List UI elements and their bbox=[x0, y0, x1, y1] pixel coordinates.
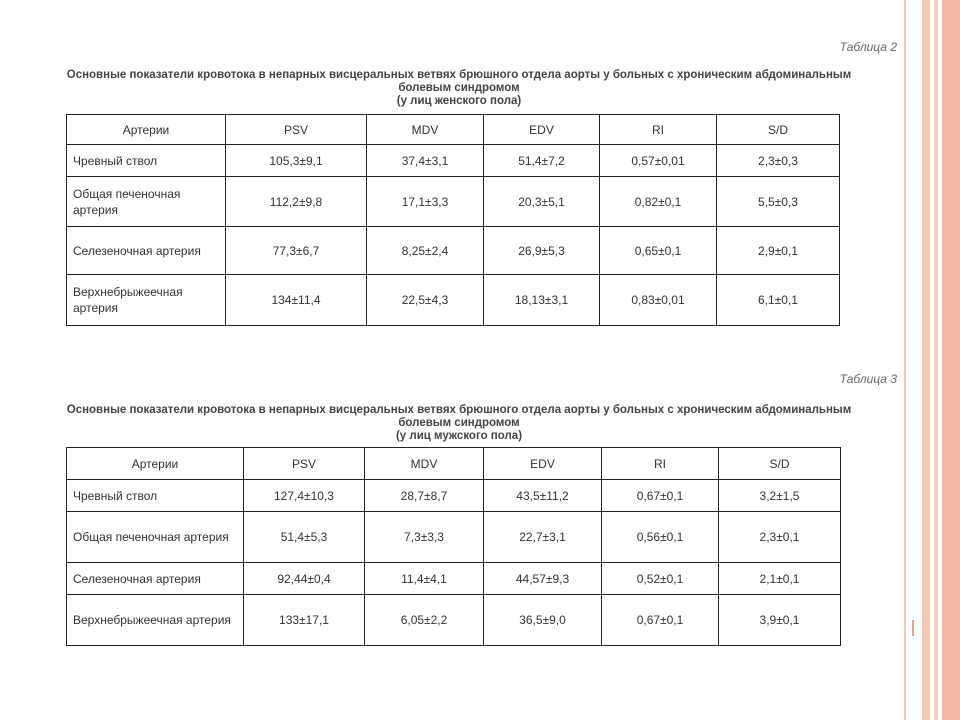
value-cell: 127,4±10,3 bbox=[244, 480, 365, 512]
value-cell: 2,1±0,1 bbox=[719, 563, 841, 595]
value-cell: 6,05±2,2 bbox=[365, 595, 484, 646]
value-cell: 2,9±0,1 bbox=[717, 227, 840, 275]
table-row bbox=[67, 145, 840, 177]
artery-name-cell: Чревный ствол bbox=[67, 480, 244, 512]
value-cell: 0,52±0,1 bbox=[602, 563, 719, 595]
artery-name-cell: Общая печеночная артерия bbox=[67, 177, 226, 227]
column-header: RI bbox=[602, 448, 719, 480]
column-header: EDV bbox=[484, 115, 600, 145]
value-cell: 105,3±9,1 bbox=[226, 145, 367, 177]
value-cell: 18,13±3,1 bbox=[484, 275, 600, 326]
table-row bbox=[67, 177, 840, 227]
table2-title-line: болевым синдромом bbox=[398, 82, 520, 94]
table-row bbox=[67, 227, 840, 275]
table-row bbox=[67, 480, 841, 512]
artery-name-cell: Селезеночная артерия bbox=[67, 227, 226, 275]
column-header: PSV bbox=[226, 115, 367, 145]
column-header: S/D bbox=[719, 448, 841, 480]
table3 bbox=[66, 447, 841, 646]
value-cell: 37,4±3,1 bbox=[367, 145, 484, 177]
table-row bbox=[67, 275, 840, 326]
value-cell: 0,56±0,1 bbox=[602, 512, 719, 563]
table2-title bbox=[40, 69, 878, 108]
column-header: RI bbox=[600, 115, 717, 145]
table-row bbox=[67, 512, 841, 563]
table-header-row bbox=[67, 448, 841, 480]
value-cell: 0,82±0,1 bbox=[600, 177, 717, 227]
table-header-row bbox=[67, 115, 840, 145]
value-cell: 2,3±0,1 bbox=[719, 512, 841, 563]
value-cell: 43,5±11,2 bbox=[484, 480, 602, 512]
column-header: MDV bbox=[365, 448, 484, 480]
artery-name-cell: Селезеночная артерия bbox=[67, 563, 244, 595]
value-cell: 26,9±5,3 bbox=[484, 227, 600, 275]
value-cell: 0,67±0,1 bbox=[602, 595, 719, 646]
column-header: Артерии bbox=[67, 115, 226, 145]
table-row bbox=[67, 595, 841, 646]
table3-title bbox=[40, 404, 878, 443]
value-cell: 92,44±0,4 bbox=[244, 563, 365, 595]
column-header: PSV bbox=[244, 448, 365, 480]
table-row bbox=[67, 563, 841, 595]
value-cell: 17,1±3,3 bbox=[367, 177, 484, 227]
decor-stripe bbox=[942, 0, 960, 720]
table3-title-line: болевым синдромом bbox=[398, 417, 520, 429]
decor-stripe bbox=[922, 0, 930, 720]
artery-name-cell: Верхнебрыжеечная артерия bbox=[67, 275, 226, 326]
value-cell: 22,7±3,1 bbox=[484, 512, 602, 563]
column-header: EDV bbox=[484, 448, 602, 480]
artery-name-cell: Чревный ствол bbox=[67, 145, 226, 177]
value-cell: 51,4±5,3 bbox=[244, 512, 365, 563]
value-cell: 36,5±9,0 bbox=[484, 595, 602, 646]
value-cell: 133±17,1 bbox=[244, 595, 365, 646]
column-header: Артерии bbox=[67, 448, 244, 480]
table3-title-line: Основные показатели кровотока в непарных висцеральных ветвях брюшного отдела аорты у больных с хроническим абдоминальным bbox=[66, 404, 852, 416]
value-cell: 20,3±5,1 bbox=[484, 177, 600, 227]
value-cell: 112,2±9,8 bbox=[226, 177, 367, 227]
table3-title-line: (у лиц мужского пола) bbox=[395, 430, 523, 442]
table2-title-line: Основные показатели кровотока в непарных висцеральных ветвях брюшного отдела аорты у больных с хроническим абдоминальным bbox=[66, 69, 852, 81]
decor-stripe bbox=[904, 0, 906, 720]
table3-label: Таблица 3 bbox=[839, 372, 897, 386]
value-cell: 5,5±0,3 bbox=[717, 177, 840, 227]
value-cell: 77,3±6,7 bbox=[226, 227, 367, 275]
decor-stripe bbox=[934, 0, 938, 720]
value-cell: 0,65±0,1 bbox=[600, 227, 717, 275]
table2-title-line: (у лиц женского пола) bbox=[396, 95, 522, 107]
value-cell: 28,7±8,7 bbox=[365, 480, 484, 512]
value-cell: 22,5±4,3 bbox=[367, 275, 484, 326]
value-cell: 51,4±7,2 bbox=[484, 145, 600, 177]
value-cell: 134±11,4 bbox=[226, 275, 367, 326]
column-header: S/D bbox=[717, 115, 840, 145]
value-cell: 7,3±3,3 bbox=[365, 512, 484, 563]
artery-name-cell: Верхнебрыжеечная артерия bbox=[67, 595, 244, 646]
table2-label: Таблица 2 bbox=[839, 40, 897, 54]
value-cell: 3,2±1,5 bbox=[719, 480, 841, 512]
table2 bbox=[66, 114, 840, 326]
value-cell: 0,83±0,01 bbox=[600, 275, 717, 326]
value-cell: 11,4±4,1 bbox=[365, 563, 484, 595]
value-cell: 0,57±0,01 bbox=[600, 145, 717, 177]
value-cell: 6,1±0,1 bbox=[717, 275, 840, 326]
value-cell: 0,67±0,1 bbox=[602, 480, 719, 512]
column-header: MDV bbox=[367, 115, 484, 145]
decor-tick bbox=[912, 620, 914, 636]
value-cell: 3,9±0,1 bbox=[719, 595, 841, 646]
value-cell: 44,57±9,3 bbox=[484, 563, 602, 595]
value-cell: 8,25±2,4 bbox=[367, 227, 484, 275]
value-cell: 2,3±0,3 bbox=[717, 145, 840, 177]
artery-name-cell: Общая печеночная артерия bbox=[67, 512, 244, 563]
